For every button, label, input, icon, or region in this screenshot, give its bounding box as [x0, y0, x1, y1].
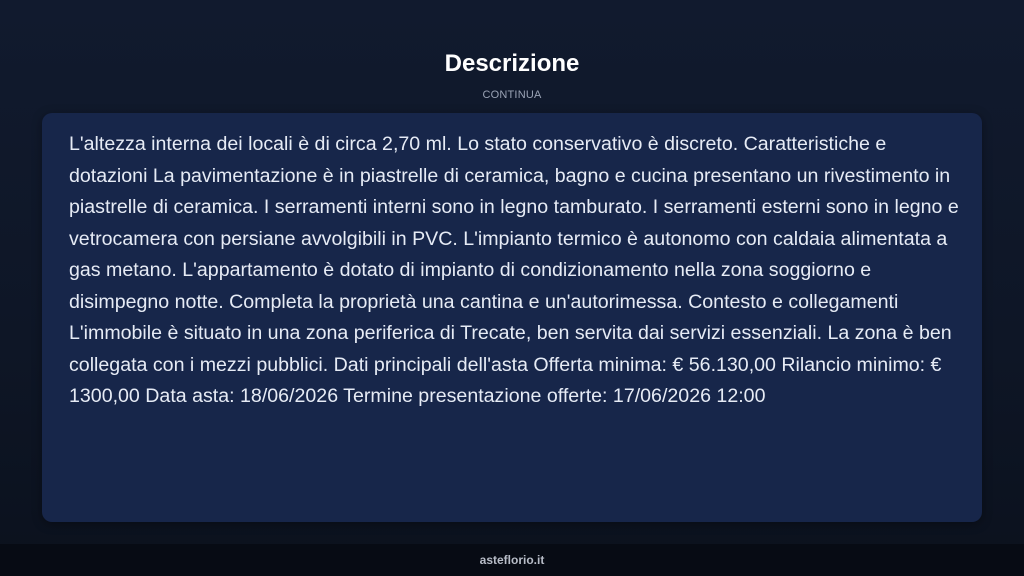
description-card	[42, 113, 982, 522]
description-text: L'altezza interna dei locali è di circa 2,70 ml. Lo stato conservativo è discreto. Caratteristiche e dotazioni La pavimentazione è in piastrelle di ceramica, bagno e cucina presentano un rivestimento in piastrelle di ceramica. I serramenti interni sono in legno tamburato. I serramenti esterni sono in legno e vetrocamera con persiane avvolgibili in PVC. L'impianto termico è autonomo con caldaia alimentata a gas metano. L'appartamento è dotato di impianto di condizionamento nella zona soggiorno e disimpegno notte. Completa la proprietà una cantina e un'autorimessa. Contesto e collegamenti L'immobile è situato in una zona periferica di Trecate, ben servita dai servizi essenziali. La zona è ben collegata con i mezzi pubblici. Dati principali dell'asta Offerta minima: € 56.130,00 Rilancio minimo: € 1300,00 Data asta: 18/06/2026 Termine presentazione offerte: 17/06/2026 12:00	[69, 133, 959, 407]
footer	[0, 544, 1024, 576]
footer-brand: asteflorio.it	[479, 553, 545, 567]
page-title: Descrizione	[444, 50, 580, 77]
continue-label: CONTINUA	[482, 89, 542, 101]
